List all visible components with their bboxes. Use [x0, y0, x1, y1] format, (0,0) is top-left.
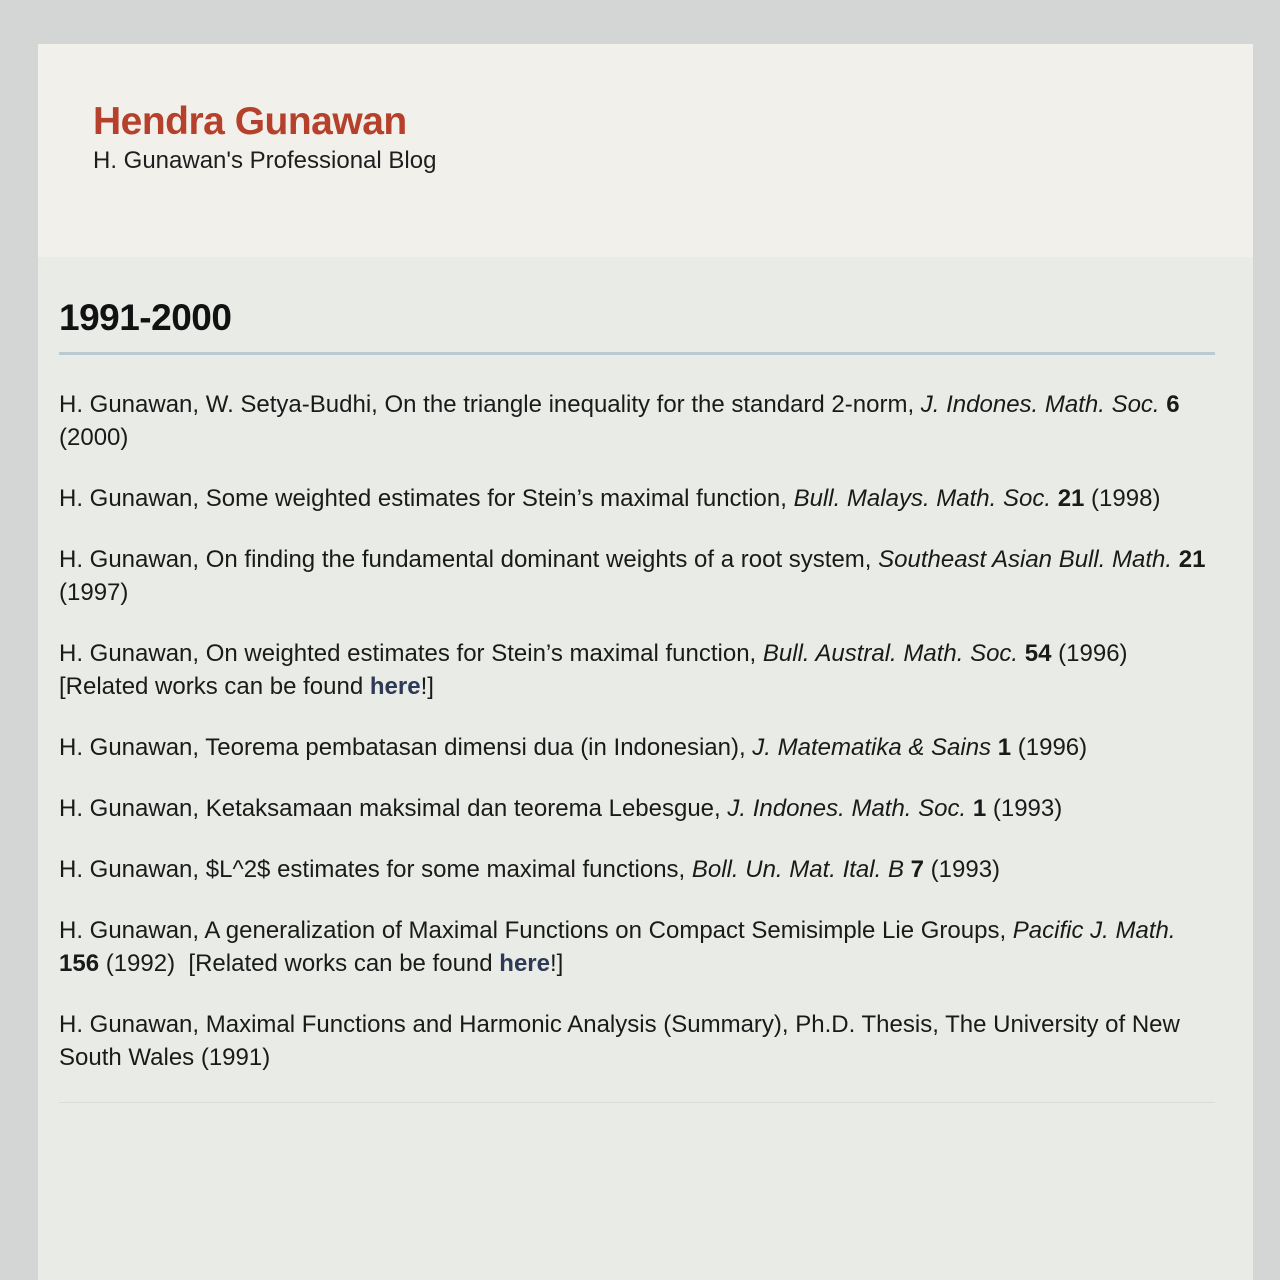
publication-text-normal: H. Gunawan, Maximal Functions and Harmonic Analysis (Summary), Ph.D. Thesis, The University of New South Wales (1991)	[59, 1011, 1187, 1071]
related-works-link[interactable]: here	[499, 950, 550, 977]
publication-text-normal: H. Gunawan, On finding the fundamental dominant weights of a root system,	[59, 546, 879, 573]
publication-list	[59, 388, 1215, 1074]
publication-text-normal: (2000)	[59, 391, 1187, 451]
publication-text-normal: H. Gunawan, Some weighted estimates for Stein’s maximal function,	[59, 485, 794, 512]
publication-text-normal: H. Gunawan, $L^2$ estimates for some maximal functions,	[59, 856, 692, 883]
publication-entry	[59, 731, 1211, 764]
publication-entry	[59, 1008, 1211, 1074]
publication-text-bold: 21	[1057, 485, 1085, 512]
publication-entry	[59, 853, 1211, 886]
publication-text-normal: (1998)	[1084, 485, 1161, 512]
page-title: 1991-2000	[59, 297, 232, 338]
publication-entry	[59, 637, 1211, 703]
main-content	[38, 257, 1253, 1103]
title-divider	[59, 352, 1215, 355]
publication-entry	[59, 914, 1211, 980]
publication-text-bold: 1	[972, 795, 987, 822]
publication-text-normal	[904, 856, 911, 883]
publication-text-italic: Bull. Malays. Math. Soc.	[793, 485, 1052, 512]
publication-text-normal	[1051, 485, 1058, 512]
publication-text-normal: (1996) [Related works can be found	[59, 640, 1141, 700]
content-card	[38, 44, 1253, 1280]
publication-text-bold: 7	[910, 856, 924, 883]
publication-text-normal: H. Gunawan, W. Setya-Budhi, On the triangle inequality for the standard 2-norm,	[59, 391, 921, 418]
publication-text-italic: Southeast Asian Bull. Math.	[878, 546, 1173, 573]
publication-text-normal	[991, 734, 998, 761]
publication-entry	[59, 543, 1211, 609]
publication-text-normal: (1993)	[986, 795, 1063, 822]
publication-text-italic: J. Matematika & Sains	[752, 734, 992, 761]
publication-text-normal: !]	[420, 673, 434, 700]
related-works-link[interactable]: here	[369, 673, 421, 700]
publication-text-italic: Bull. Austral. Math. Soc.	[762, 640, 1019, 667]
publication-text-bold: 21	[1178, 546, 1206, 573]
site-tagline: H. Gunawan's Professional Blog	[93, 147, 437, 174]
publication-entry	[59, 388, 1211, 454]
publication-entry	[59, 792, 1211, 825]
publication-text-normal: (1993)	[923, 856, 1001, 883]
publication-text-italic: Pacific J. Math.	[1012, 917, 1176, 944]
publication-text-normal: H. Gunawan, On weighted estimates for Stein’s maximal function,	[59, 640, 763, 667]
publication-text-normal: H. Gunawan, A generalization of Maximal Functions on Compact Semisimple Lie Groups,	[59, 917, 1013, 944]
publication-text-normal	[1018, 640, 1025, 667]
site-title[interactable]: Hendra Gunawan	[93, 100, 407, 143]
blog-header	[38, 44, 1253, 257]
publication-text-normal: H. Gunawan, Ketaksamaan maksimal dan teorema Lebesgue,	[59, 795, 728, 822]
publication-text-normal	[1176, 917, 1183, 944]
publication-text-normal: (1997)	[59, 546, 1213, 606]
publication-text-bold: 6	[1166, 391, 1180, 418]
publication-text-normal: (1996)	[1011, 734, 1088, 761]
bottom-divider	[59, 1102, 1215, 1103]
publication-text-normal	[1172, 546, 1179, 573]
publication-text-bold: 1	[997, 734, 1012, 761]
publication-entry	[59, 482, 1211, 515]
publication-text-italic: J. Indones. Math. Soc.	[727, 795, 967, 822]
publication-text-normal: !]	[549, 950, 564, 977]
publication-text-italic: Boll. Un. Mat. Ital. B	[691, 856, 904, 883]
publication-text-bold: 156	[59, 950, 100, 977]
publication-text-normal: H. Gunawan, Teorema pembatasan dimensi dua (in Indonesian),	[59, 734, 753, 761]
publication-text-bold: 54	[1024, 640, 1052, 667]
publication-text-normal: (1992) [Related works can be found	[99, 950, 500, 977]
publication-text-normal	[966, 795, 973, 822]
publication-text-italic: J. Indones. Math. Soc.	[920, 391, 1160, 418]
